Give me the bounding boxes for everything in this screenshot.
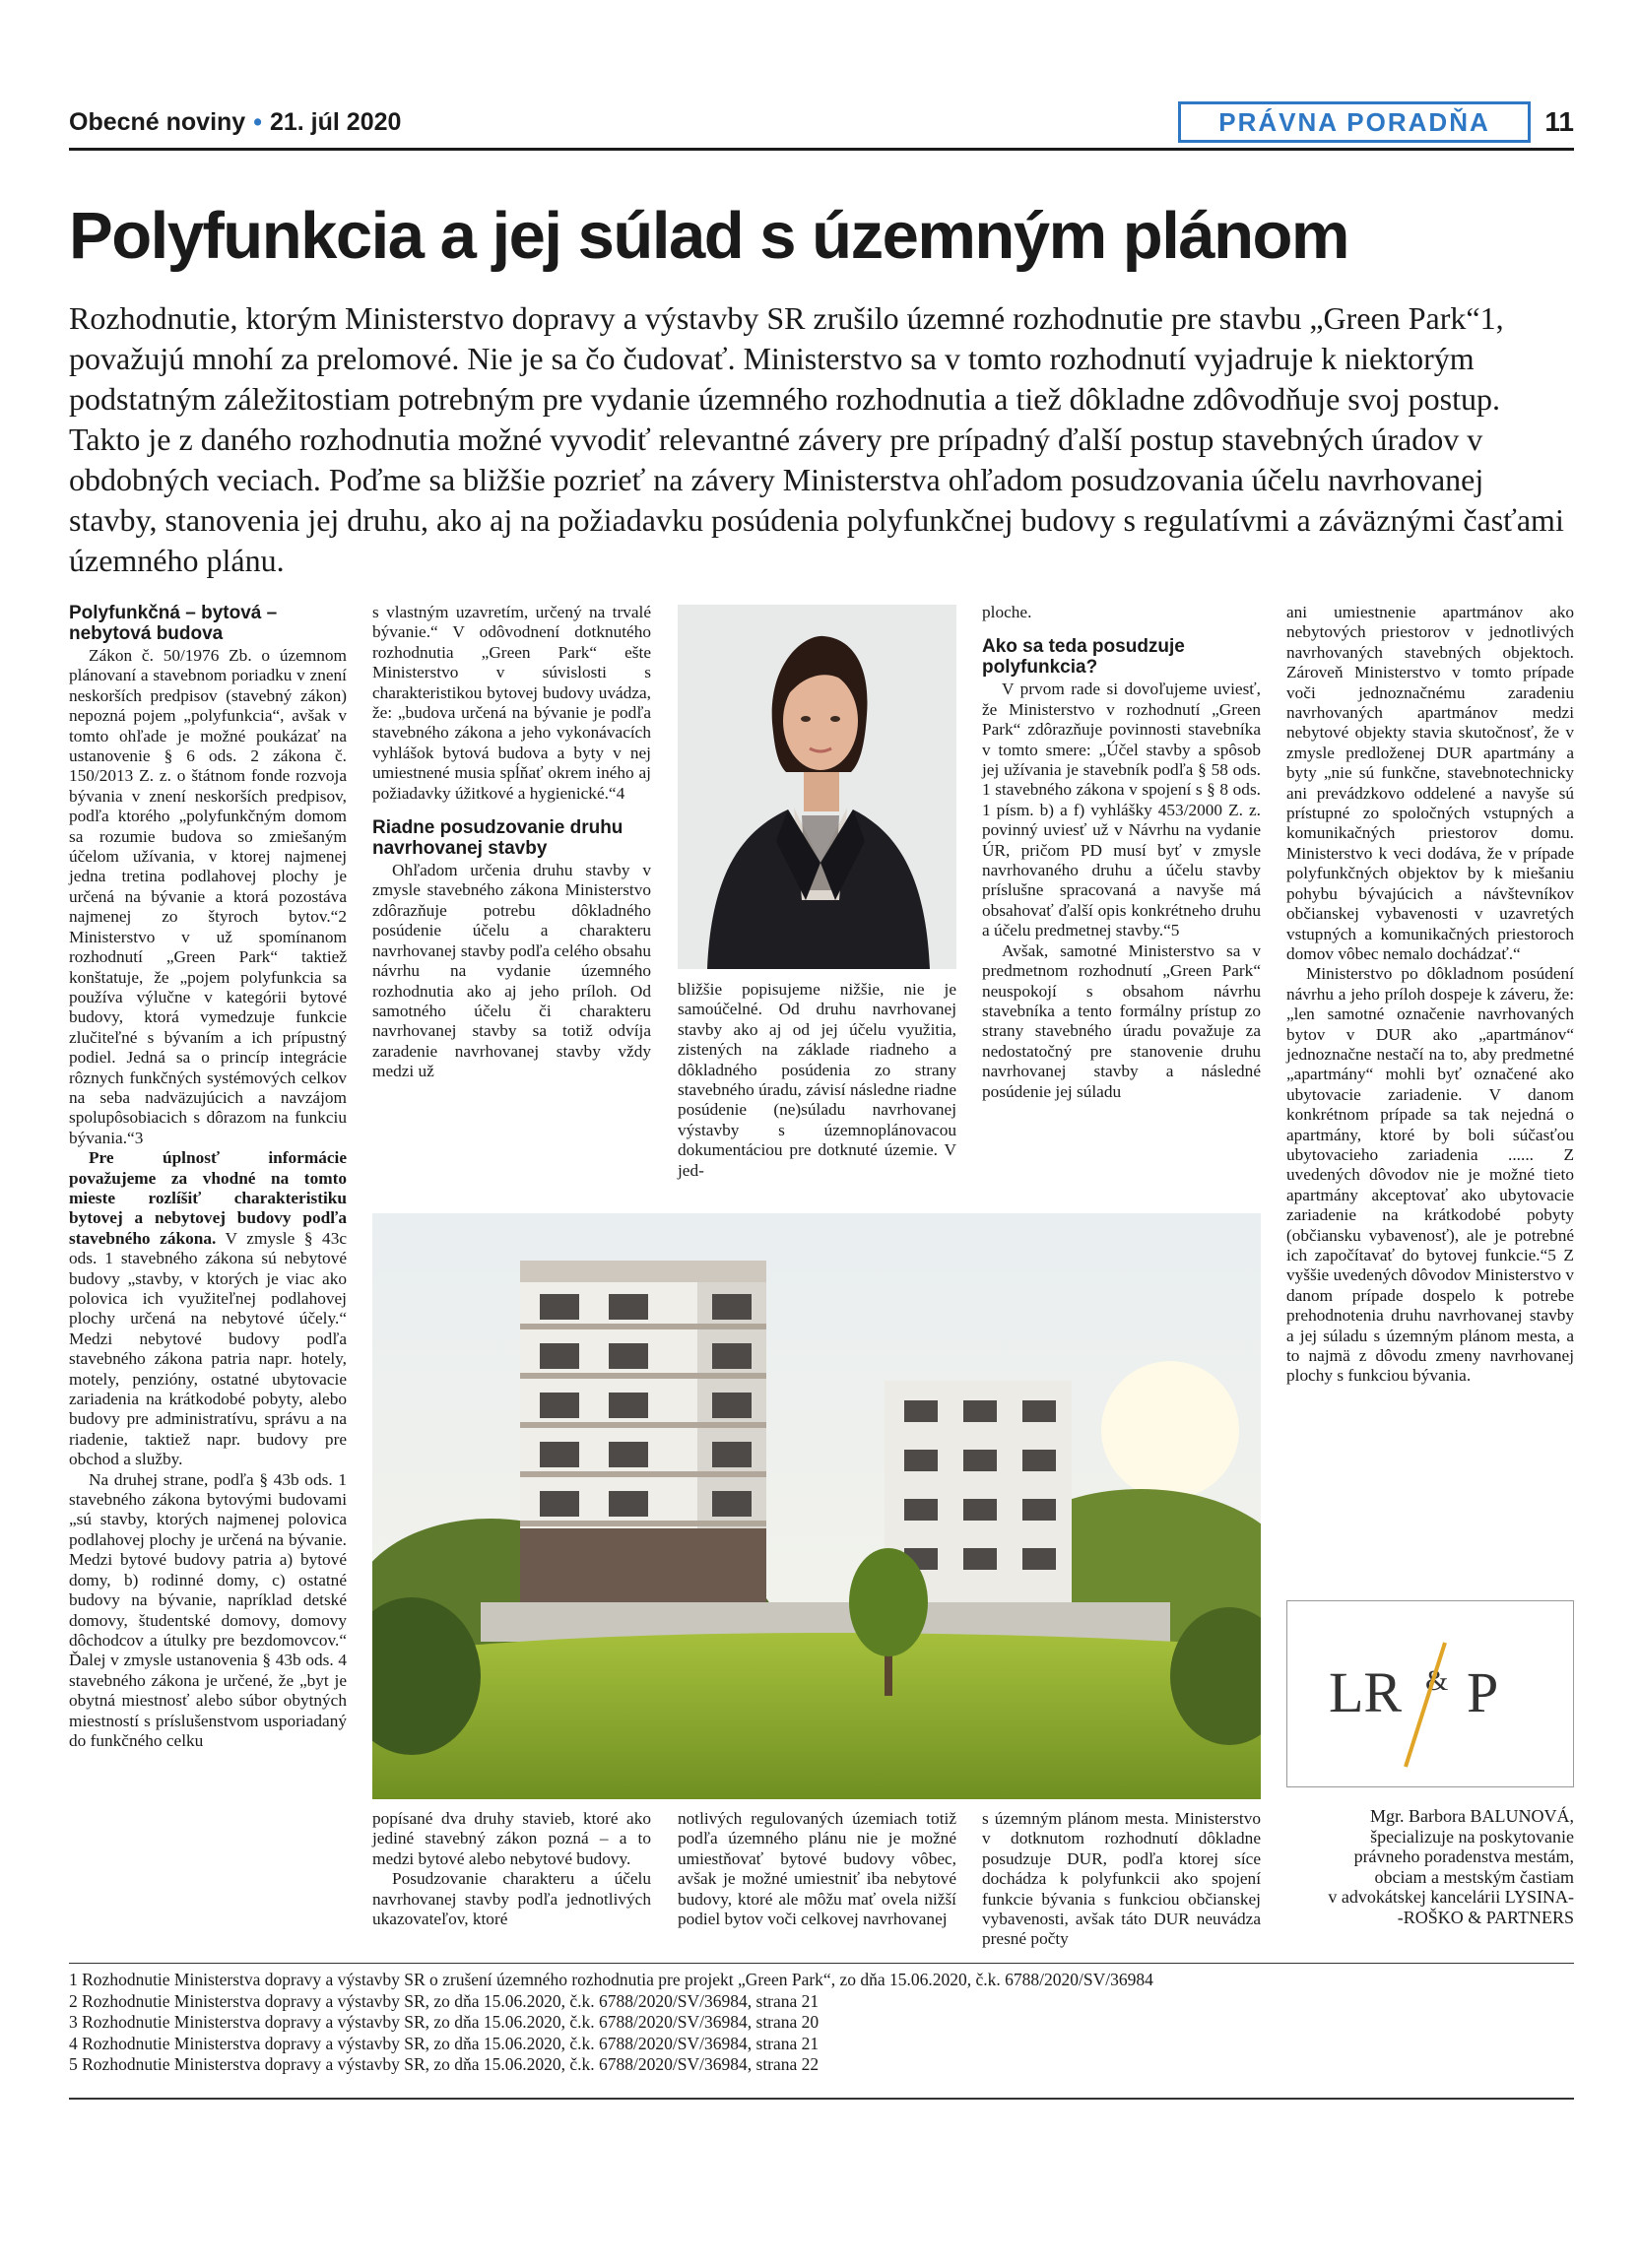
footnote: 4 Rozhodnutie Ministerstva dopravy a výstavby SR, zo dňa 15.06.2020, č.k. 6788/2020/SV/36984, strana 21 <box>69 2033 820 2053</box>
logo-accent-slash <box>1406 1643 1445 1767</box>
paragraph: notlivých regulovaných územiach totiž podľa územného plánu nie je možné umiestňovať bytové budovy vôbec, avšak je možné umiestniť iba nebytové budovy, ktoré ale môžu mať ovela nižší podiel bytov voči celkovej navrhovanej <box>678 1809 956 1929</box>
author-line: -ROŠKO & PARTNERS <box>1397 1907 1574 1927</box>
paragraph: s vlastným uzavretím, určený na trvalé bývanie.“ V odôvodnení dotknutého rozhodnutia „Green Park“ ešte Ministerstvo v súvislosti s charakteristikou bytovej budovy uvádza, že: „budova určená na bývanie je podľa stavebného zákona a jeho vykonávacích vyhlášok bytová budova a byty v nej umiestnené musia spĺňať okrem iného aj požiadavky úžitkové a hygienické.“4 <box>372 603 651 803</box>
header-separator: • <box>253 108 262 136</box>
column-d-bottom <box>982 1809 1261 1950</box>
paragraph: ani umiestnenie apartmánov ako nebytových priestorov v jednotlivých navrhovaných stavebných objektoch. Zároveň Ministerstvo v tomto prípade voči jednoznačnému zaradeniu navrhovaných apartmánov medzi nebytové objekty stavia skutočnosť, že v zmysle predloženej DUR apartmány a byty „nie sú funkčne, stavebnotechnicky ani prevádzkovo oddelené a navyše sú prístupné zo spoločných vstupných a komunikačných priestorov domu. Ministerstvo k veci dodáva, že v prípade polyfunkčných objektov by k miešaniu pohybu bývajúcich a návštevníkov občianskej vybavenosti v uzavretých vstupných a komunikačných priestoroch domov vôbec nemalo dochádzať.“ <box>1286 603 1574 963</box>
author-portrait <box>678 605 956 969</box>
footnote: 2 Rozhodnutie Ministerstva dopravy a výstavby SR, zo dňa 15.06.2020, č.k. 6788/2020/SV/36984, strana 21 <box>69 1990 820 2011</box>
footnote: 5 Rozhodnutie Ministerstva dopravy a výstavby SR, zo dňa 15.06.2020, č.k. 6788/2020/SV/36984, strana 22 <box>69 2054 820 2074</box>
footnotes <box>69 1970 1574 2076</box>
building-photo <box>372 1213 1261 1799</box>
column-b-top <box>372 603 651 1082</box>
column-e <box>1286 603 1574 1387</box>
column-b-bottom <box>372 1809 651 1929</box>
author-line: obciam a mestským častiam <box>1374 1866 1574 1887</box>
paragraph: V prvom rade si dovoľujeme uviesť, že Ministerstvo v rozhodnutí „Green Park“ zdôrazňuje povinnosti stavebníka v tomto smere: „Účel stavby a spôsob jej užívania je stavebník podľa § 58 ods. 1 stavebného zákona v spojení s § 8 ods. 1 písm. b) a f) vyhlášky 453/2000 Z. z. povinný uviesť už v Návrhu na vydanie ÚR, pričom PD musí byť v zmysle navrhovaného druhu a účelu stavby príslušne spracovaná a navyše má obsahovať ďalší opis konkrétneho druhu a účelu predmetnej stavby.“5 <box>982 680 1261 940</box>
article-headline: Polyfunkcia a jej súlad s územným plánom <box>69 199 1349 273</box>
column-d-top <box>982 603 1261 1102</box>
paragraph: Avšak, samotné Ministerstvo sa v predmetnom rozhodnutí „Green Park“ neuspokojí s obsahom návrhu stavebníka a tento formálny prístup zo strany stavebného úradu považuje za nedostatočný pre stanovenie druhu navrhovanej stavby a následné posúdenie jej súladu <box>982 940 1261 1101</box>
logo-ampersand: & <box>1425 1664 1449 1697</box>
page-number: 11 <box>1544 106 1574 137</box>
paragraph: s územným plánom mesta. Ministerstvo v dotknutom rozhodnutí dôkladne posudzuje DUR, podľa ktorej síce dochádza k polyfunkcii ako spojení funkcie bývania s funkciou občianskej vybavenosti, avšak táto DUR neuvádza presné počty <box>982 1809 1261 1949</box>
footnote: 3 Rozhodnutie Ministerstva dopravy a výstavby SR, zo dňa 15.06.2020, č.k. 6788/2020/SV/36984, strana 20 <box>69 2012 820 2032</box>
apartment-building-image <box>372 1213 1261 1799</box>
newspaper-name: Obecné noviny <box>69 108 246 136</box>
logo-left-text: LR <box>1329 1660 1403 1724</box>
section-heading: Ako sa teda posudzuje polyfunkcia? <box>982 636 1185 679</box>
column-c-bottom <box>678 1809 956 1929</box>
column-a <box>69 603 347 1751</box>
section-heading: Riadne posudzovanie druhu navrhovanej stavby <box>372 817 623 860</box>
paragraph: Zákon č. 50/1976 Zb. o územnom plánovaní a stavebnom poriadku v znení neskorších predpisov (stavebný zákon) nepozná pojem „polyfunkcia“, avšak v tomto ohľade je možné poukázať na ustanovenie § 6 ods. 2 zákona č. 150/2013 Z. z. o štátnom fonde rozvoja bývania v znení neskorších predpisov, podľa ktorého „polyfunkčným domom sa rozumie budova so zmiešaným účelom užívania, v ktorej najmenej jedna tretina podlahovej plochy je určená na bývanie a ktorá pozostáva najmenej zo štyroch bytov.“2 Ministerstvo v už spomínanom rozhodnutí „Green Park“ taktiež konštatuje, že „pojem polyfunkcia sa používa výlučne v kategórii bytové budovy, ktorá vymedzuje funkcie zlučiteľné s bývaním a ich prípustný podiel. Jedná sa o princíp integrácie rôznych funkčných systémových celkov na seba nadväzujúcich a navzájom spolupôsobiacich s dôrazom na funkciu bývania.“3 <box>69 646 347 1147</box>
logo-right-text: P <box>1467 1660 1499 1724</box>
author-line: právneho poradenstva mestám, <box>1353 1847 1574 1866</box>
paragraph-text: V zmysle § 43c ods. 1 stavebného zákona sú nebytové budovy „stavby, v ktorých je viac ako polovica ich využiteľnej podlahovej plochy určená na nebytové účely.“ Medzi nebytové budovy podľa stavebného zákona patria napr. hotely, motely, penzióny, ostatné ubytovacie zariadenia na krátkodobé pobyty, alebo budovy pre administratívu, správu a na riadenie, taktiež napr. budovy pre obchod a služby. <box>69 1228 347 1469</box>
paragraph: ploche. <box>982 603 1032 621</box>
paragraph: popísané dva druhy stavieb, ktoré ako jediné stavebný zákon pozná – a to medzi bytové alebo nebytové budovy. <box>372 1809 651 1868</box>
header-rule <box>69 148 1574 151</box>
masthead <box>69 108 401 137</box>
paragraph: Posudzovanie charakteru a účelu navrhovanej stavby podľa jednotlivých ukazovateľov, ktoré <box>372 1869 651 1929</box>
footnote: 1 Rozhodnutie Ministerstva dopravy a výstavby SR o zrušení územného rozhodnutia pre projekt „Green Park“, zo dňa 15.06.2020, č.k. 6788/2020/SV/36984 <box>69 1970 1153 1989</box>
footnotes-bottom-rule <box>69 2098 1574 2100</box>
law-firm-logo <box>1286 1600 1574 1787</box>
section-heading: Polyfunkčná – bytová – nebytová budova <box>69 603 278 644</box>
lrp-logo-icon <box>1287 1601 1573 1786</box>
issue-date: 21. júl 2020 <box>269 108 402 136</box>
author-line: špecializuje na poskytovanie <box>1370 1826 1574 1847</box>
bold-lead-in: Pre úplnosť informácie považujeme za vhodné na tomto mieste rozlíšiť charakteristiku bytovej a nebytovej budovy podľa stavebného zákona. <box>69 1148 347 1248</box>
section-rubric: PRÁVNA PORADŇA <box>1178 101 1531 143</box>
paragraph <box>69 1148 347 1470</box>
footnotes-top-rule <box>69 1963 1574 1964</box>
author-note <box>1286 1806 1574 1927</box>
paragraph: Ministerstvo po dôkladnom posúdení návrhu a jeho príloh dospeje k záveru, že: „len samotné označenie navrhovaných bytov v DUR ako „apartmánov“ jednoznačne nestačí na to, aby predmetné „apartmány“ mohli byť označené ako ubytovacie zariadenie. V danom konkrétnom prípade sa tak nejedná o apartmány, ktoré by boli súčasťou ubytovacieho zariadenia ...... Z uvedených dôvodov nie je možné tieto apartmány akceptovať ako ubytovacie zariadenie na krátkodobé pobyty (občiansku vybavenosť), ale je potrebné ich započítavať do bytovej funkcie.“5 Z vyššie uvedených dôvodov Ministerstvo v danom prípade dospelo k potrebe prehodnotenia druhu navrhovanej stavby a jej súladu s územným plánom mesta, a to najmä z dôvodu zmeny navrhovanej plochy s funkciou bývania. <box>1286 964 1574 1386</box>
author-name: Mgr. Barbora BALUNOVÁ, <box>1370 1806 1574 1826</box>
paragraph: Na druhej strane, podľa § 43b ods. 1 stavebného zákona bytovými budovami „sú stavby, ktorých najmenej polovica podlahovej plochy je určená na bývanie. Medzi bytové budovy patria a) bytové domy, b) rodinné domy, c) ostatné budovy na bývanie, napríklad detské domovy, študentské domovy, domovy dôchodcov a útulky pre bezdomovcov.“ Ďalej v zmysle ustanovenia § 43b ods. 4 stavebného zákona je určené, že „byt je obytná miestnosť alebo súbor obytných miestností s príslušenstvom usporiadaný do funkčného celku <box>69 1469 347 1750</box>
paragraph: Ohľadom určenia druhu stavby v zmysle stavebného zákona Ministerstvo zdôrazňuje potrebu dôkladného posúdenie účelu a charakteru navrhovanej stavby podľa celého obsahu návrhu na vydanie územného rozhodnutia ako aj jeho príloh. Od samotného účelu či charakteru navrhovanej stavby sa totiž odvíja zaradenie navrhovanej stavby vždy medzi už <box>372 861 651 1081</box>
column-c-top <box>678 980 956 1181</box>
paragraph: bližšie popisujeme nižšie, nie je samoúčelné. Od druhu navrhovanej stavby ako aj od jej účelu využitia, zistených na základe riadneho a dôkladného posúdenia zo strany stavebného úradu, závisí následne riadne posúdenie (ne)súladu navrhovanej výstavby s územnoplánovacou dokumentáciou pre dotknuté územie. V jed- <box>678 980 956 1180</box>
article-lead: Rozhodnutie, ktorým Ministerstvo dopravy a výstavby SR zrušilo územné rozhodnutie pre stavbu „Green Park“1, považujú mnohí za prelomové. Nie je sa čo čudovať. Ministerstvo sa v tomto rozhodnutí vyjadruje k niektorým podstatným záležitostiam potrebným pre vydanie územného rozhodnutia a tiež dôkladne zdôvodňuje svoj postup. Takto je z daného rozhodnutia možné vyvodiť relevantné závery pre prípadný ďalší postup stavebných úradov v obdobných veciach. Poďme sa bližšie pozrieť na závery Ministerstva ohľadom posudzovania účelu navrhovanej stavby, stanovenia jej druhu, ako aj na požiadavku posúdenia polyfunkčnej budovy s regulatívmi a záväznými časťami územného plánu. <box>69 300 1564 578</box>
portrait-image <box>678 605 956 969</box>
author-line: v advokátskej kancelárii LYSINA- <box>1328 1887 1574 1907</box>
